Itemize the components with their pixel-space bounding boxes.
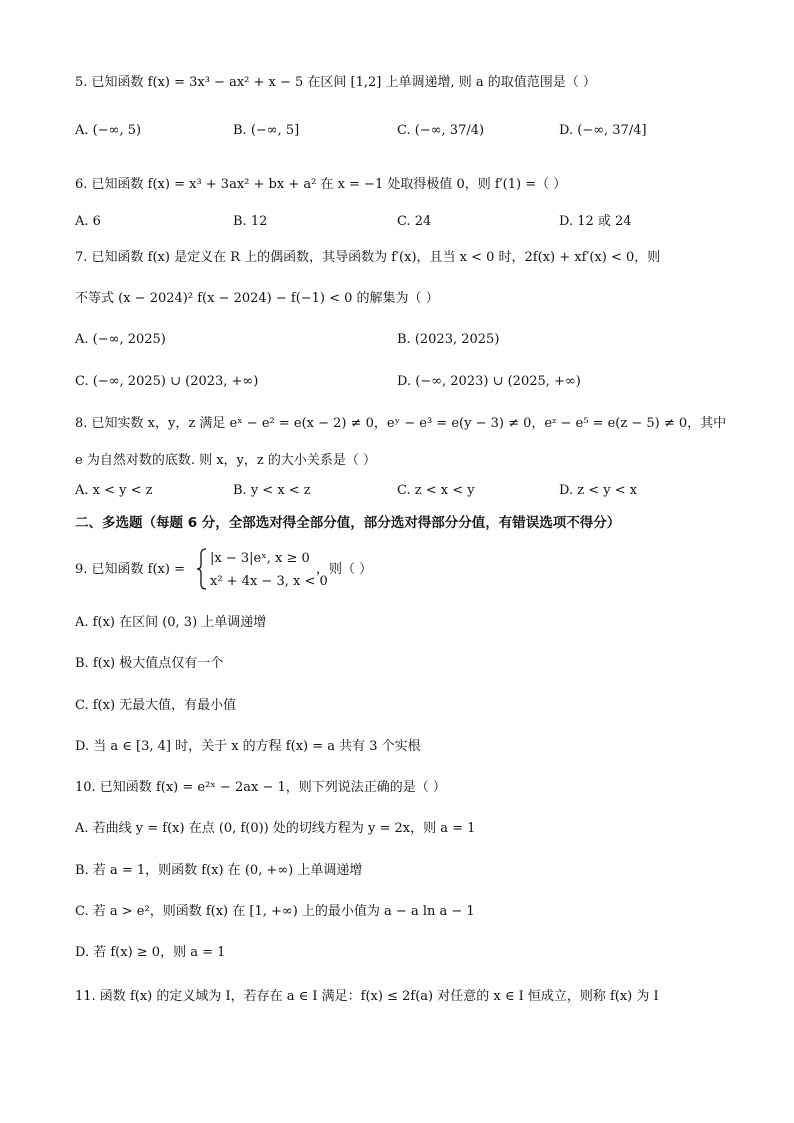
q9-case-1: |x − 3|eˣ, x ≥ 0 bbox=[210, 551, 310, 566]
q8-option-a: A. x < y < z bbox=[75, 483, 153, 498]
q5-option-c: C. (−∞, 37/4) bbox=[397, 123, 485, 138]
q7-stem-line1: 7. 已知函数 f(x) 是定义在 R 上的偶函数，其导函数为 f′(x)，且当 x < 0 时，2f(x) + xf′(x) < 0，则 bbox=[75, 250, 661, 265]
q9-option-c: C. f(x) 无最大值，有最小值 bbox=[75, 698, 237, 713]
q6-option-a: A. 6 bbox=[75, 214, 101, 229]
q9-stem-suffix: ，则（ ） bbox=[316, 562, 373, 577]
q6-option-b: B. 12 bbox=[233, 214, 268, 229]
q8-option-b: B. y < x < z bbox=[233, 483, 311, 498]
q9-option-d: D. 当 a ∈ [3, 4] 时，关于 x 的方程 f(x) = a 共有 3 个实根 bbox=[75, 739, 421, 754]
q9-case-2: x² + 4x − 3, x < 0 bbox=[210, 574, 328, 589]
q6-option-d: D. 12 或 24 bbox=[559, 214, 632, 229]
q6-option-c: C. 24 bbox=[397, 214, 432, 229]
q5-stem: 5. 已知函数 f(x) = 3x³ − ax² + x − 5 在区间 [1,2] 上单调递增, 则 a 的取值范围是（ ） bbox=[75, 75, 596, 90]
q8-option-d: D. z < y < x bbox=[559, 483, 638, 498]
q7-stem-line2: 不等式 (x − 2024)² f(x − 2024) − f(−1) < 0 的解集为（ ） bbox=[75, 291, 439, 306]
q9-brace bbox=[196, 547, 208, 591]
q8-option-c: C. z < x < y bbox=[397, 483, 475, 498]
q10-option-a: A. 若曲线 y = f(x) 在点 (0, f(0)) 处的切线方程为 y = 2x，则 a = 1 bbox=[75, 821, 476, 836]
q10-option-c: C. 若 a > e²，则函数 f(x) 在 [1, +∞) 上的最小值为 a − a ln a − 1 bbox=[75, 904, 475, 919]
q7-option-b: B. (2023, 2025) bbox=[397, 332, 500, 347]
q8-stem-line2: e 为自然对数的底数. 则 x，y，z 的大小关系是（ ） bbox=[75, 453, 377, 468]
q7-option-c: C. (−∞, 2025) ∪ (2023, +∞) bbox=[75, 374, 259, 389]
q7-option-a: A. (−∞, 2025) bbox=[75, 332, 166, 347]
q10-stem: 10. 已知函数 f(x) = e²ˣ − 2ax − 1，则下列说法正确的是（ ） bbox=[75, 780, 446, 795]
q5-option-a: A. (−∞, 5) bbox=[75, 123, 142, 138]
q9-option-a: A. f(x) 在区间 (0, 3) 上单调递增 bbox=[75, 615, 267, 630]
q5-option-b: B. (−∞, 5] bbox=[233, 123, 300, 138]
q8-stem-line1: 8. 已知实数 x，y，z 满足 eˣ − e² = e(x − 2) ≠ 0，eʸ − e³ = e(y − 3) ≠ 0，eᶻ − e⁵ = e(z − 5) ≠ 0，其中 bbox=[75, 416, 727, 431]
section-heading: 二、多选题（每题 6 分，全部选对得全部分值，部分选对得部分分值，有错误选项不得分） bbox=[75, 515, 621, 531]
q10-option-d: D. 若 f(x) ≥ 0，则 a = 1 bbox=[75, 945, 226, 960]
q9-option-b: B. f(x) 极大值点仅有一个 bbox=[75, 656, 224, 671]
q10-option-b: B. 若 a = 1，则函数 f(x) 在 (0, +∞) 上单调递增 bbox=[75, 863, 363, 878]
q6-stem: 6. 已知函数 f(x) = x³ + 3ax² + bx + a² 在 x = −1 处取得极值 0，则 f′(1) =（ ） bbox=[75, 177, 567, 192]
q5-option-d: D. (−∞, 37/4] bbox=[559, 123, 647, 138]
q7-option-d: D. (−∞, 2023) ∪ (2025, +∞) bbox=[397, 374, 581, 389]
q11-stem: 11. 函数 f(x) 的定义域为 I，若存在 a ∈ I 满足：f(x) ≤ 2f(a) 对任意的 x ∈ I 恒成立，则称 f(x) 为 I bbox=[75, 989, 659, 1004]
q9-stem-prefix: 9. 已知函数 f(x) = bbox=[75, 562, 185, 577]
